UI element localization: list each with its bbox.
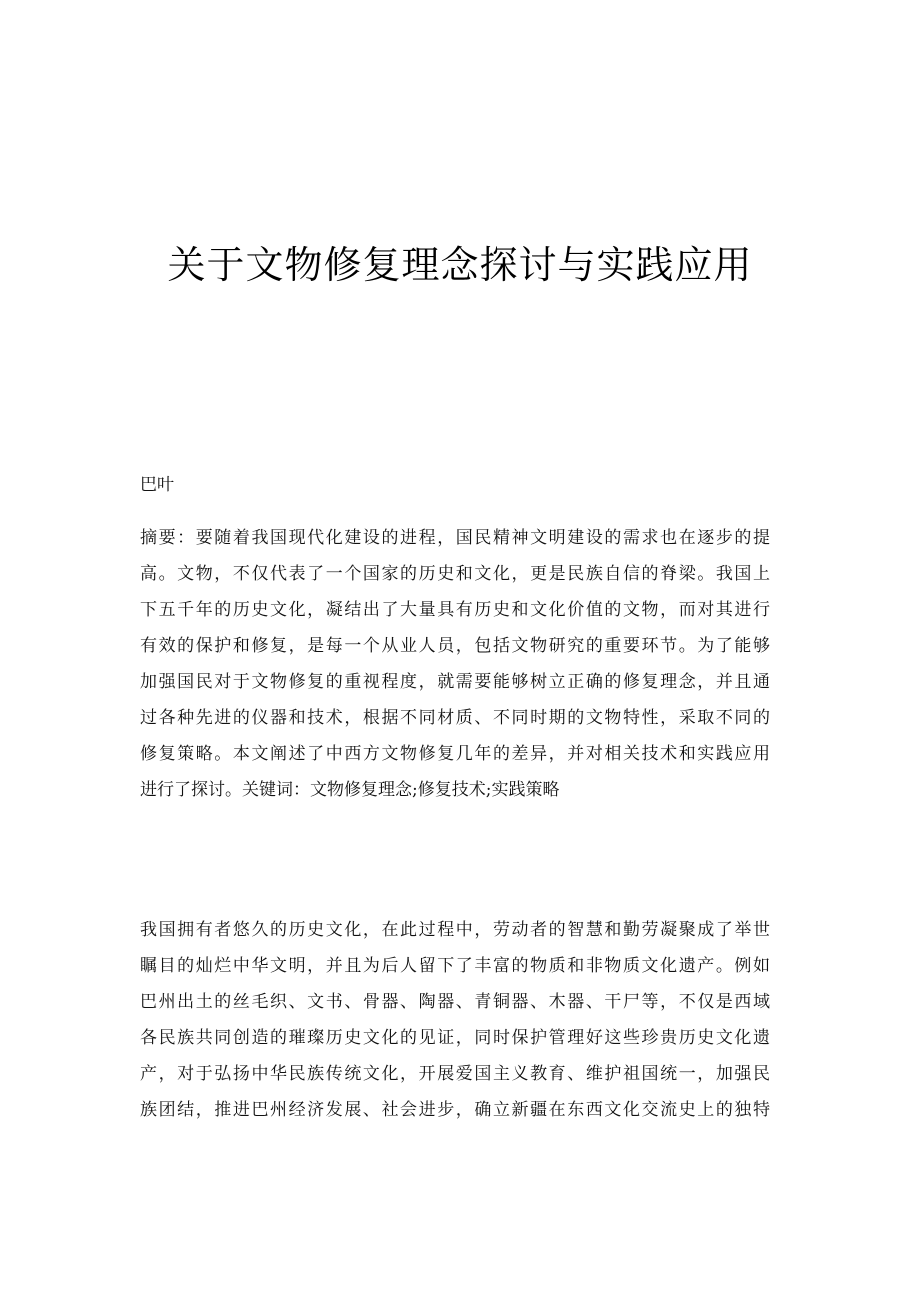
body-line: 瞩目的灿烂中华文明，并且为后人留下了丰富的物质和非物质文化遗产。例如 bbox=[140, 956, 770, 976]
abstract-line: 高。文物，不仅代表了一个国家的历史和文化，更是民族自信的脊梁。我国上 bbox=[140, 564, 770, 584]
body-line: 产，对于弘扬中华民族传统文化，开展爱国主义教育、维护祖国统一，加强民 bbox=[140, 1064, 770, 1084]
body-line: 巴州出土的丝毛织、文书、骨器、陶器、青铜器、木器、干尸等，不仅是西域 bbox=[140, 992, 770, 1012]
body-line: 各民族共同创造的璀璨历史文化的见证，同时保护管理好这些珍贵历史文化遗 bbox=[140, 1028, 770, 1048]
author-name: 巴叶 bbox=[140, 475, 174, 495]
abstract-paragraph bbox=[140, 520, 770, 808]
body-line: 我国拥有者悠久的历史文化，在此过程中，劳动者的智慧和勤劳凝聚成了举世 bbox=[140, 920, 770, 940]
abstract-line: 加强国民对于文物修复的重视程度，就需要能够树立正确的修复理念，并且通 bbox=[140, 672, 770, 692]
abstract-line-keywords: 进行了探讨。关键词：文物修复理念;修复技术;实践策略 bbox=[140, 780, 560, 800]
body-line: 族团结，推进巴州经济发展、社会进步，确立新疆在东西文化交流史上的独特 bbox=[140, 1100, 770, 1120]
document-title: 关于文物修复理念探讨与实践应用 bbox=[167, 243, 753, 288]
abstract-line: 过各种先进的仪器和技术，根据不同材质、不同时期的文物特性，采取不同的 bbox=[140, 708, 770, 728]
abstract-line: 修复策略。本文阐述了中西方文物修复几年的差异，并对相关技术和实践应用 bbox=[140, 744, 770, 764]
abstract-line: 摘要：要随着我国现代化建设的进程，国民精神文明建设的需求也在逐步的提 bbox=[140, 528, 770, 548]
abstract-line: 下五千年的历史文化，凝结出了大量具有历史和文化价值的文物，而对其进行 bbox=[140, 600, 770, 620]
abstract-line: 有效的保护和修复，是每一个从业人员，包括文物研究的重要环节。为了能够 bbox=[140, 636, 770, 656]
body-paragraph bbox=[140, 912, 770, 1128]
